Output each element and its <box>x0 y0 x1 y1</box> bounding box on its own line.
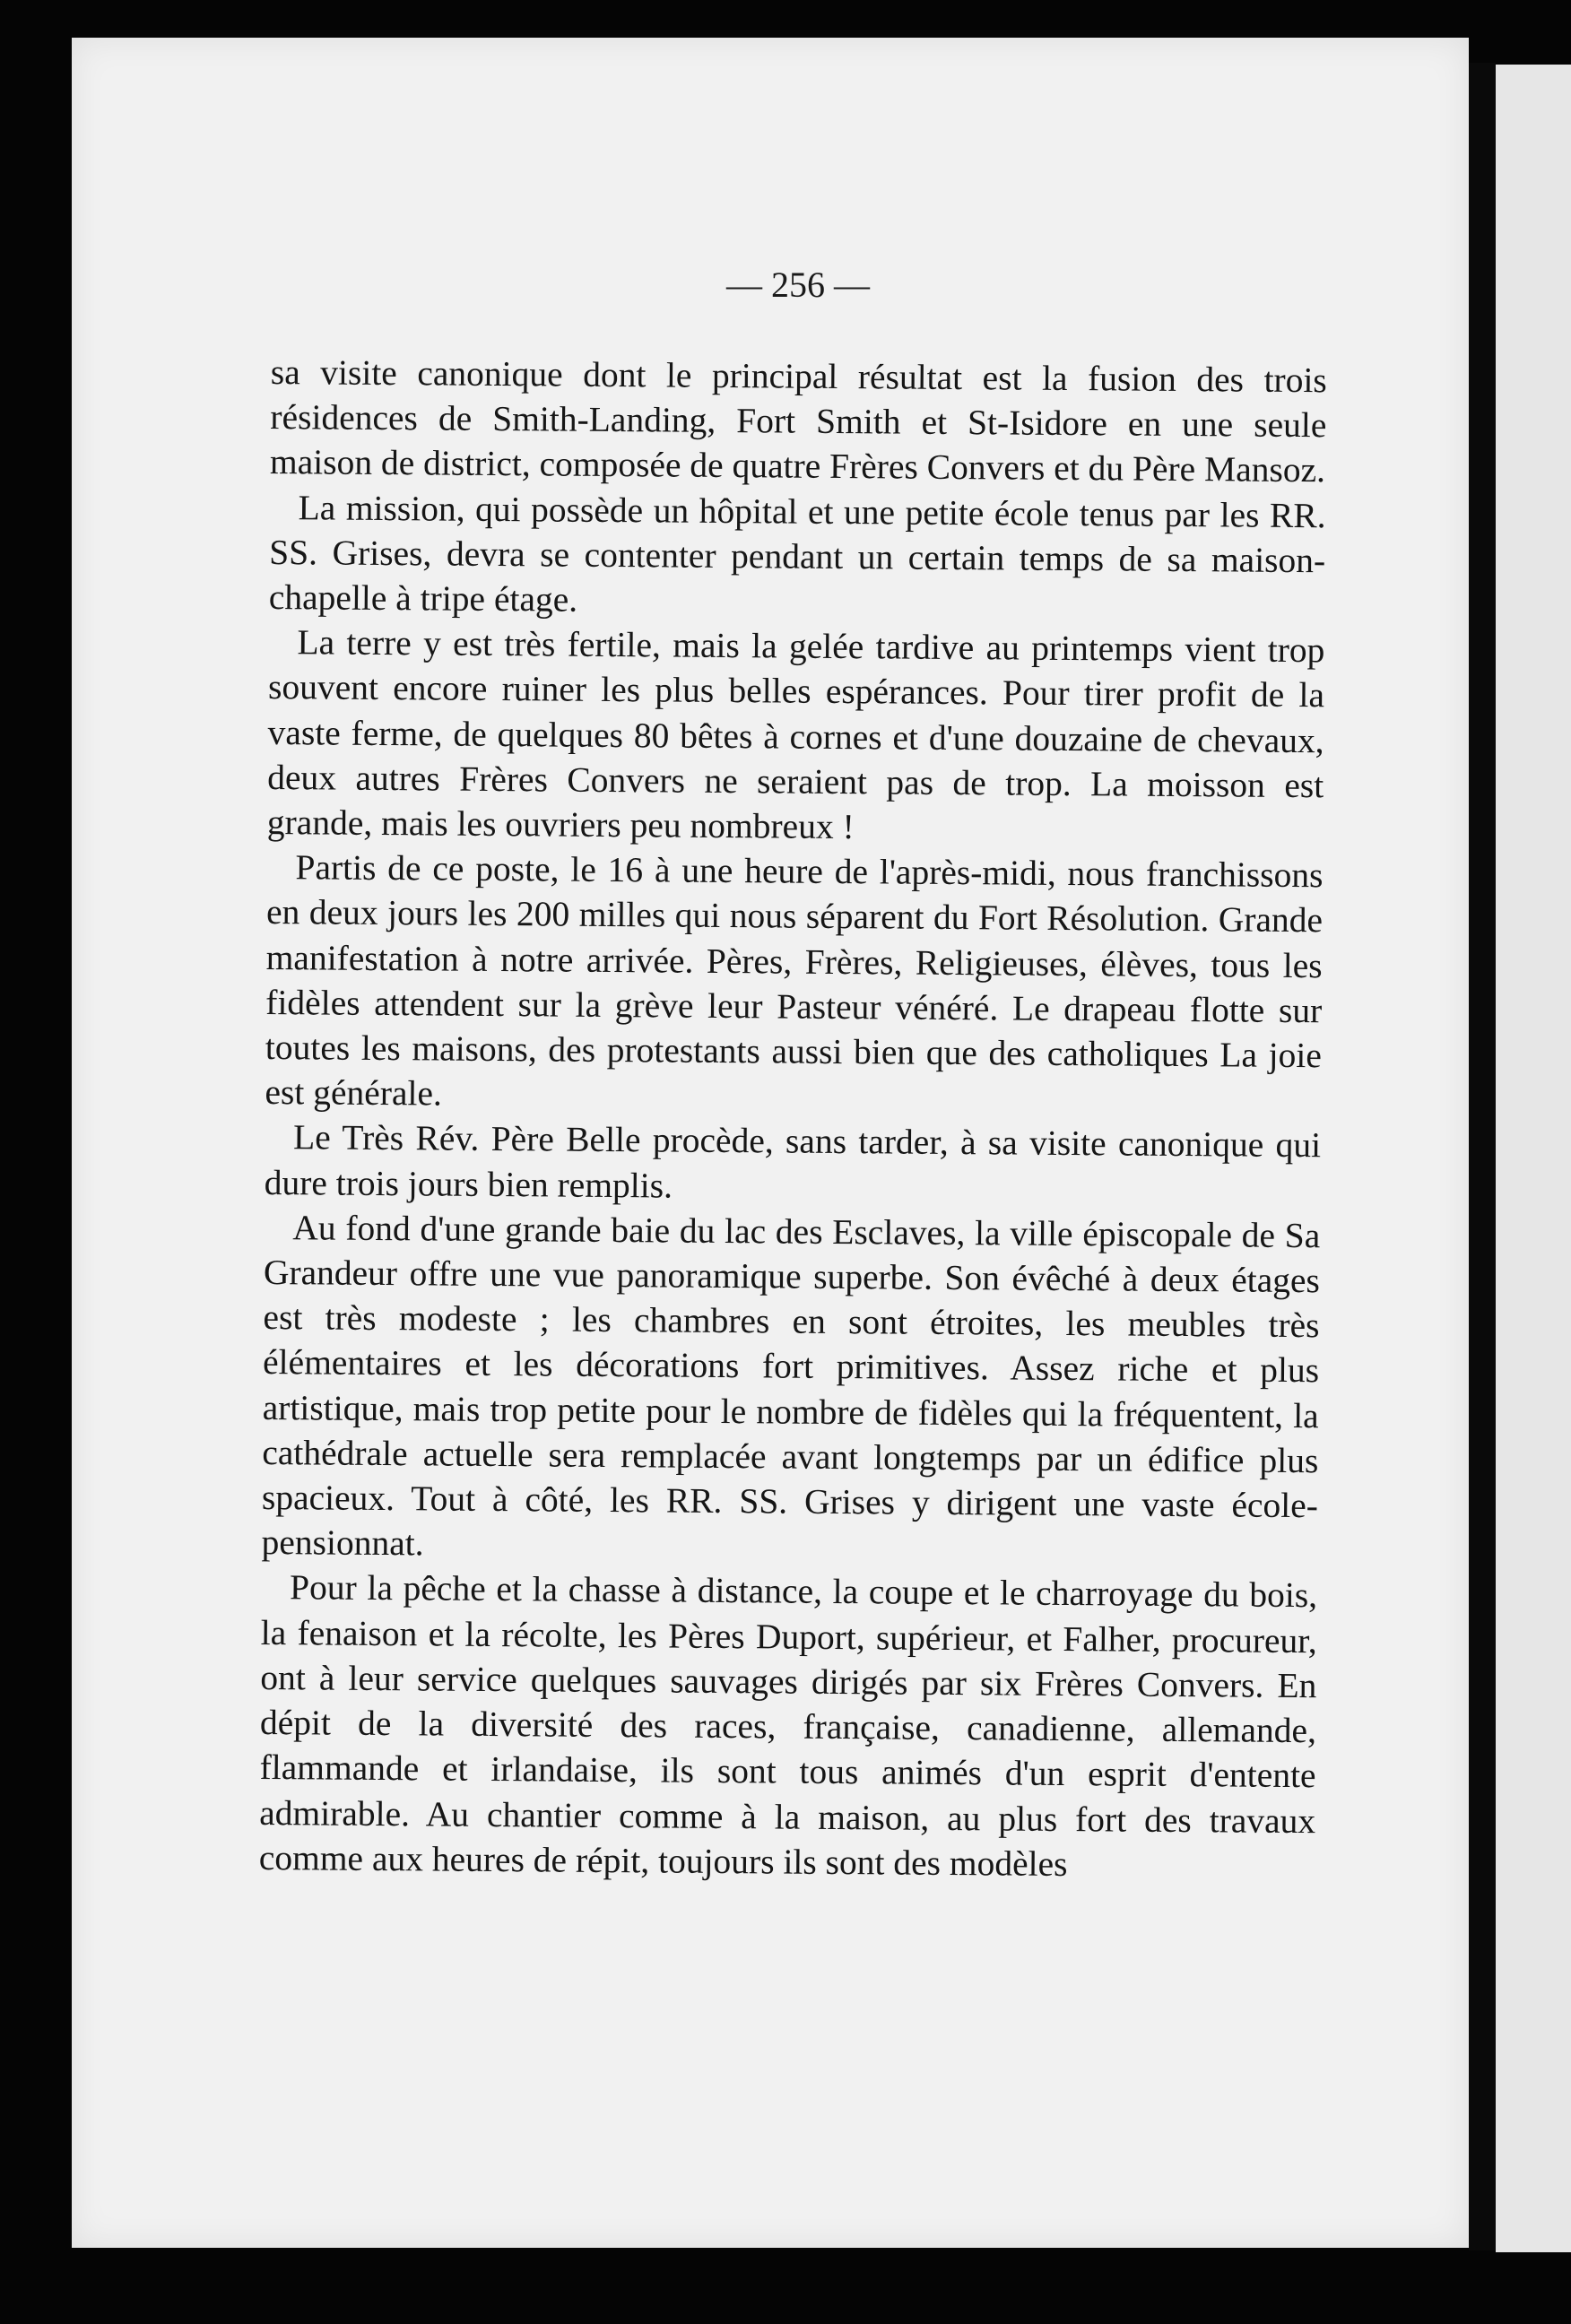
adjacent-page-edge <box>1496 65 1571 2252</box>
paragraph: sa visite canonique dont le principal résultat est la fusion des trois résidences de Smith-Landing, Fort Smith et St-Isidore en une seule maison de district, composée de quatre Frères Convers et du Père Mansoz. <box>269 351 1327 490</box>
paragraph: Pour la pêche et la chasse à distance, la coupe et le charroyage du bois, la fenaison et la récolte, les Pères Duport, supérieur, et Falher, procureur, ont à leur service quelques sauvages dirigés par six Frères Convers. En dépit de la diversité des races, française, canadienne, allemande, flammande et irlandaise, ils sont tous animés d'un esprit d'entente admirable. Au chantier comme à la maison, au plus fort des travaux comme aux heures de répit, toujours ils sont des modèles <box>258 1567 1318 1884</box>
book-spine-shadow <box>1469 63 1496 2250</box>
paragraph: La mission, qui possède un hôpital et une petite école tenus par les RR. SS. Grises, devra se contenter pendant un certain temps de sa maison-chapelle à tripe étage. <box>268 487 1326 620</box>
paragraph: La terre y est très fertile, mais la gelée tardive au printemps vient trop souvent encore ruiner les plus belles espérances. Pour tirer profit de la vaste ferme, de quelques 80 bêtes à cornes et d'une douzaine de chevaux, deux autres Frères Convers ne seraient pas de trop. La moisson est grande, mais les ouvriers peu nombreux ! <box>266 622 1325 847</box>
page-number: — 256 — <box>726 264 870 305</box>
paragraph: Partis de ce poste, le 16 à une heure de l'après-midi, nous franchissons en deux jours les 200 milles qui nous séparent du Fort Résolution. Grande manifestation à notre arrivée. Pères, Frères, Religieuses, élèves, tous les fidèles attendent sur la grève leur Pasteur vénéré. Le drapeau flotte sur toutes les maisons, des protestants aussi bien que des catholiques La joie est générale. <box>265 847 1324 1114</box>
paragraph: Le Très Rév. Père Belle procède, sans tarder, à sa visite canonique qui dure trois jours bien remplis. <box>264 1117 1322 1206</box>
book-page <box>72 38 1469 2248</box>
paragraph: Au fond d'une grande baie du lac des Esclaves, la ville épiscopale de Sa Grandeur offre une vue panoramique superbe. Son évêché à deux étages est très modeste ; les chambres en sont étroites, les meubles très élémentaires et les décorations fort primitives. Assez riche et plus artistique, mais trop petite pour le nombre de fidèles qui la fréquentent, la cathédrale actuelle sera remplacée avant longtemps par un édifice plus spacieux. Tout à côté, les RR. SS. Grises y dirigent une vaste école-pensionnat. <box>261 1208 1321 1564</box>
body-text <box>259 350 1327 1888</box>
